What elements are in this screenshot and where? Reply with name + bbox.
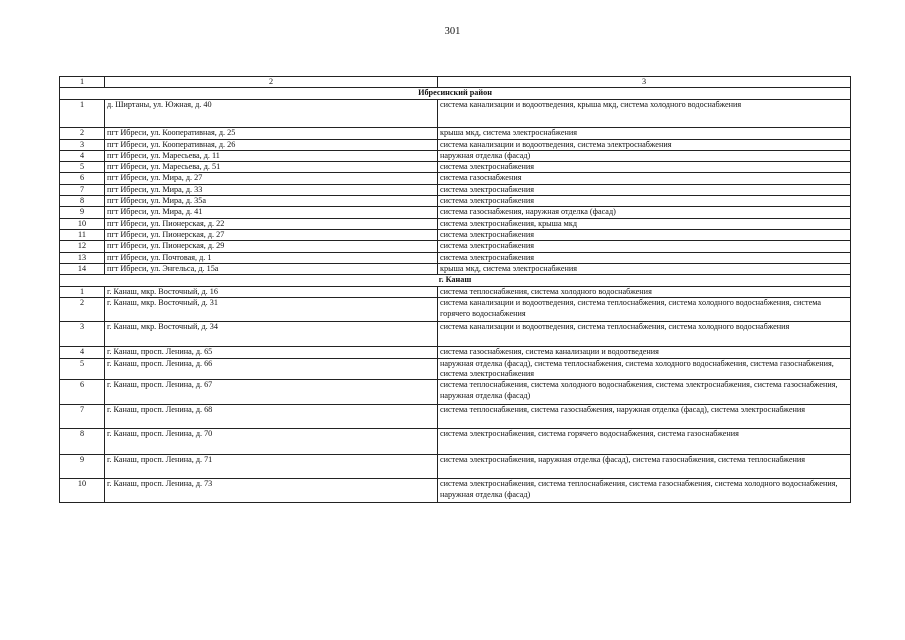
row-number: 6 — [60, 173, 105, 184]
systems-cell: система газоснабжения — [438, 173, 851, 184]
section-title: г. Канаш — [60, 275, 851, 287]
row-number: 11 — [60, 229, 105, 240]
systems-cell: система теплоснабжения, система холодного водоснабжения — [438, 287, 851, 298]
table-row — [60, 252, 851, 263]
systems-cell: система электроснабжения — [438, 184, 851, 195]
table-row — [60, 241, 851, 252]
address-cell: пгт Ибреси, ул. Кооперативная, д. 25 — [105, 128, 438, 139]
systems-cell: система канализации и водоотведения, система теплоснабжения, система холодного водоснабжения, система горячего водоснабжения — [438, 298, 851, 322]
address-cell: г. Канаш, просп. Ленина, д. 70 — [105, 429, 438, 455]
systems-cell: система канализации и водоотведения, система электроснабжения — [438, 139, 851, 150]
systems-cell: система электроснабжения, наружная отделка (фасад), система газоснабжения, система теплоснабжения — [438, 455, 851, 479]
systems-cell: система канализации и водоотведения, крыша мкд, система холодного водоснабжения — [438, 100, 851, 128]
table-row — [60, 455, 851, 479]
systems-cell: система газоснабжения, система канализации и водоотведения — [438, 347, 851, 358]
table-row — [60, 358, 851, 380]
address-cell: г. Канаш, мкр. Восточный, д. 31 — [105, 298, 438, 322]
address-cell: пгт Ибреси, ул. Почтовая, д. 1 — [105, 252, 438, 263]
table-row — [60, 229, 851, 240]
row-number: 3 — [60, 322, 105, 347]
table-row — [60, 287, 851, 298]
column-number-row — [60, 77, 851, 88]
address-cell: г. Канаш, просп. Ленина, д. 67 — [105, 380, 438, 405]
page-number: 301 — [444, 26, 461, 37]
row-number: 8 — [60, 429, 105, 455]
column-number-3: 3 — [438, 77, 851, 88]
table-row — [60, 100, 851, 128]
table-row — [60, 139, 851, 150]
row-number: 2 — [60, 298, 105, 322]
address-cell: пгт Ибреси, ул. Мира, д. 35а — [105, 196, 438, 207]
row-number: 4 — [60, 150, 105, 161]
systems-cell: система электроснабжения — [438, 229, 851, 240]
row-number: 5 — [60, 358, 105, 380]
row-number: 14 — [60, 263, 105, 274]
systems-cell: крыша мкд, система электроснабжения — [438, 128, 851, 139]
systems-cell: наружная отделка (фасад), система теплоснабжения, система холодного водоснабжения, система газоснабжения, система электроснабжения — [438, 358, 851, 380]
row-number: 3 — [60, 139, 105, 150]
row-number: 8 — [60, 196, 105, 207]
column-number-2: 2 — [105, 77, 438, 88]
systems-cell: наружная отделка (фасад) — [438, 150, 851, 161]
table-row — [60, 322, 851, 347]
row-number: 1 — [60, 287, 105, 298]
systems-cell: система электроснабжения — [438, 241, 851, 252]
row-number: 5 — [60, 162, 105, 173]
repair-table — [59, 76, 851, 503]
address-cell: пгт Ибреси, ул. Маресьева, д. 51 — [105, 162, 438, 173]
row-number: 4 — [60, 347, 105, 358]
address-cell: г. Канаш, просп. Ленина, д. 73 — [105, 479, 438, 503]
row-number: 13 — [60, 252, 105, 263]
address-cell: г. Канаш, мкр. Восточный, д. 16 — [105, 287, 438, 298]
row-number: 1 — [60, 100, 105, 128]
section-header-row — [60, 275, 851, 287]
address-cell: г. Канаш, просп. Ленина, д. 66 — [105, 358, 438, 380]
row-number: 10 — [60, 218, 105, 229]
address-cell: пгт Ибреси, ул. Кооперативная, д. 26 — [105, 139, 438, 150]
systems-cell: система электроснабжения — [438, 196, 851, 207]
table-row — [60, 479, 851, 503]
table-row — [60, 429, 851, 455]
row-number: 9 — [60, 455, 105, 479]
table-row — [60, 128, 851, 139]
row-number: 9 — [60, 207, 105, 218]
section-header-row — [60, 88, 851, 100]
systems-cell: система теплоснабжения, система газоснабжения, наружная отделка (фасад), система электроснабжения — [438, 405, 851, 429]
systems-cell: система газоснабжения, наружная отделка (фасад) — [438, 207, 851, 218]
address-cell: пгт Ибреси, ул. Пионерская, д. 27 — [105, 229, 438, 240]
table-row — [60, 298, 851, 322]
address-cell: д. Ширтаны, ул. Южная, д. 40 — [105, 100, 438, 128]
table-row — [60, 173, 851, 184]
address-cell: пгт Ибреси, ул. Энгельса, д. 15а — [105, 263, 438, 274]
systems-cell: система электроснабжения — [438, 162, 851, 173]
repair-table-body — [60, 77, 851, 503]
row-number: 12 — [60, 241, 105, 252]
systems-cell: система электроснабжения — [438, 252, 851, 263]
table-row — [60, 162, 851, 173]
row-number: 7 — [60, 184, 105, 195]
table-row — [60, 207, 851, 218]
table-row — [60, 196, 851, 207]
table-row — [60, 263, 851, 274]
systems-cell: система электроснабжения, крыша мкд — [438, 218, 851, 229]
column-number-1: 1 — [60, 77, 105, 88]
table-row — [60, 150, 851, 161]
systems-cell: система теплоснабжения, система холодного водоснабжения, система электроснабжения, система газоснабжения, наружная отделка (фасад) — [438, 380, 851, 405]
address-cell: пгт Ибреси, ул. Мира, д. 41 — [105, 207, 438, 218]
address-cell: пгт Ибреси, ул. Пионерская, д. 22 — [105, 218, 438, 229]
address-cell: г. Канаш, просп. Ленина, д. 65 — [105, 347, 438, 358]
address-cell: г. Канаш, просп. Ленина, д. 71 — [105, 455, 438, 479]
row-number: 6 — [60, 380, 105, 405]
systems-cell: система электроснабжения, система горячего водоснабжения, система газоснабжения — [438, 429, 851, 455]
address-cell: г. Канаш, мкр. Восточный, д. 34 — [105, 322, 438, 347]
systems-cell: система электроснабжения, система теплоснабжения, система газоснабжения, система холодного водоснабжения, наружная отделка (фасад) — [438, 479, 851, 503]
address-cell: пгт Ибреси, ул. Мира, д. 27 — [105, 173, 438, 184]
systems-cell: крыша мкд, система электроснабжения — [438, 263, 851, 274]
table-row — [60, 184, 851, 195]
systems-cell: система канализации и водоотведения, система теплоснабжения, система холодного водоснабжения — [438, 322, 851, 347]
table-row — [60, 218, 851, 229]
table-row — [60, 405, 851, 429]
section-title: Ибресинский район — [60, 88, 851, 100]
row-number: 10 — [60, 479, 105, 503]
row-number: 7 — [60, 405, 105, 429]
table-row — [60, 380, 851, 405]
address-cell: пгт Ибреси, ул. Маресьева, д. 11 — [105, 150, 438, 161]
row-number: 2 — [60, 128, 105, 139]
address-cell: пгт Ибреси, ул. Мира, д. 33 — [105, 184, 438, 195]
address-cell: г. Канаш, просп. Ленина, д. 68 — [105, 405, 438, 429]
address-cell: пгт Ибреси, ул. Пионерская, д. 29 — [105, 241, 438, 252]
table-row — [60, 347, 851, 358]
